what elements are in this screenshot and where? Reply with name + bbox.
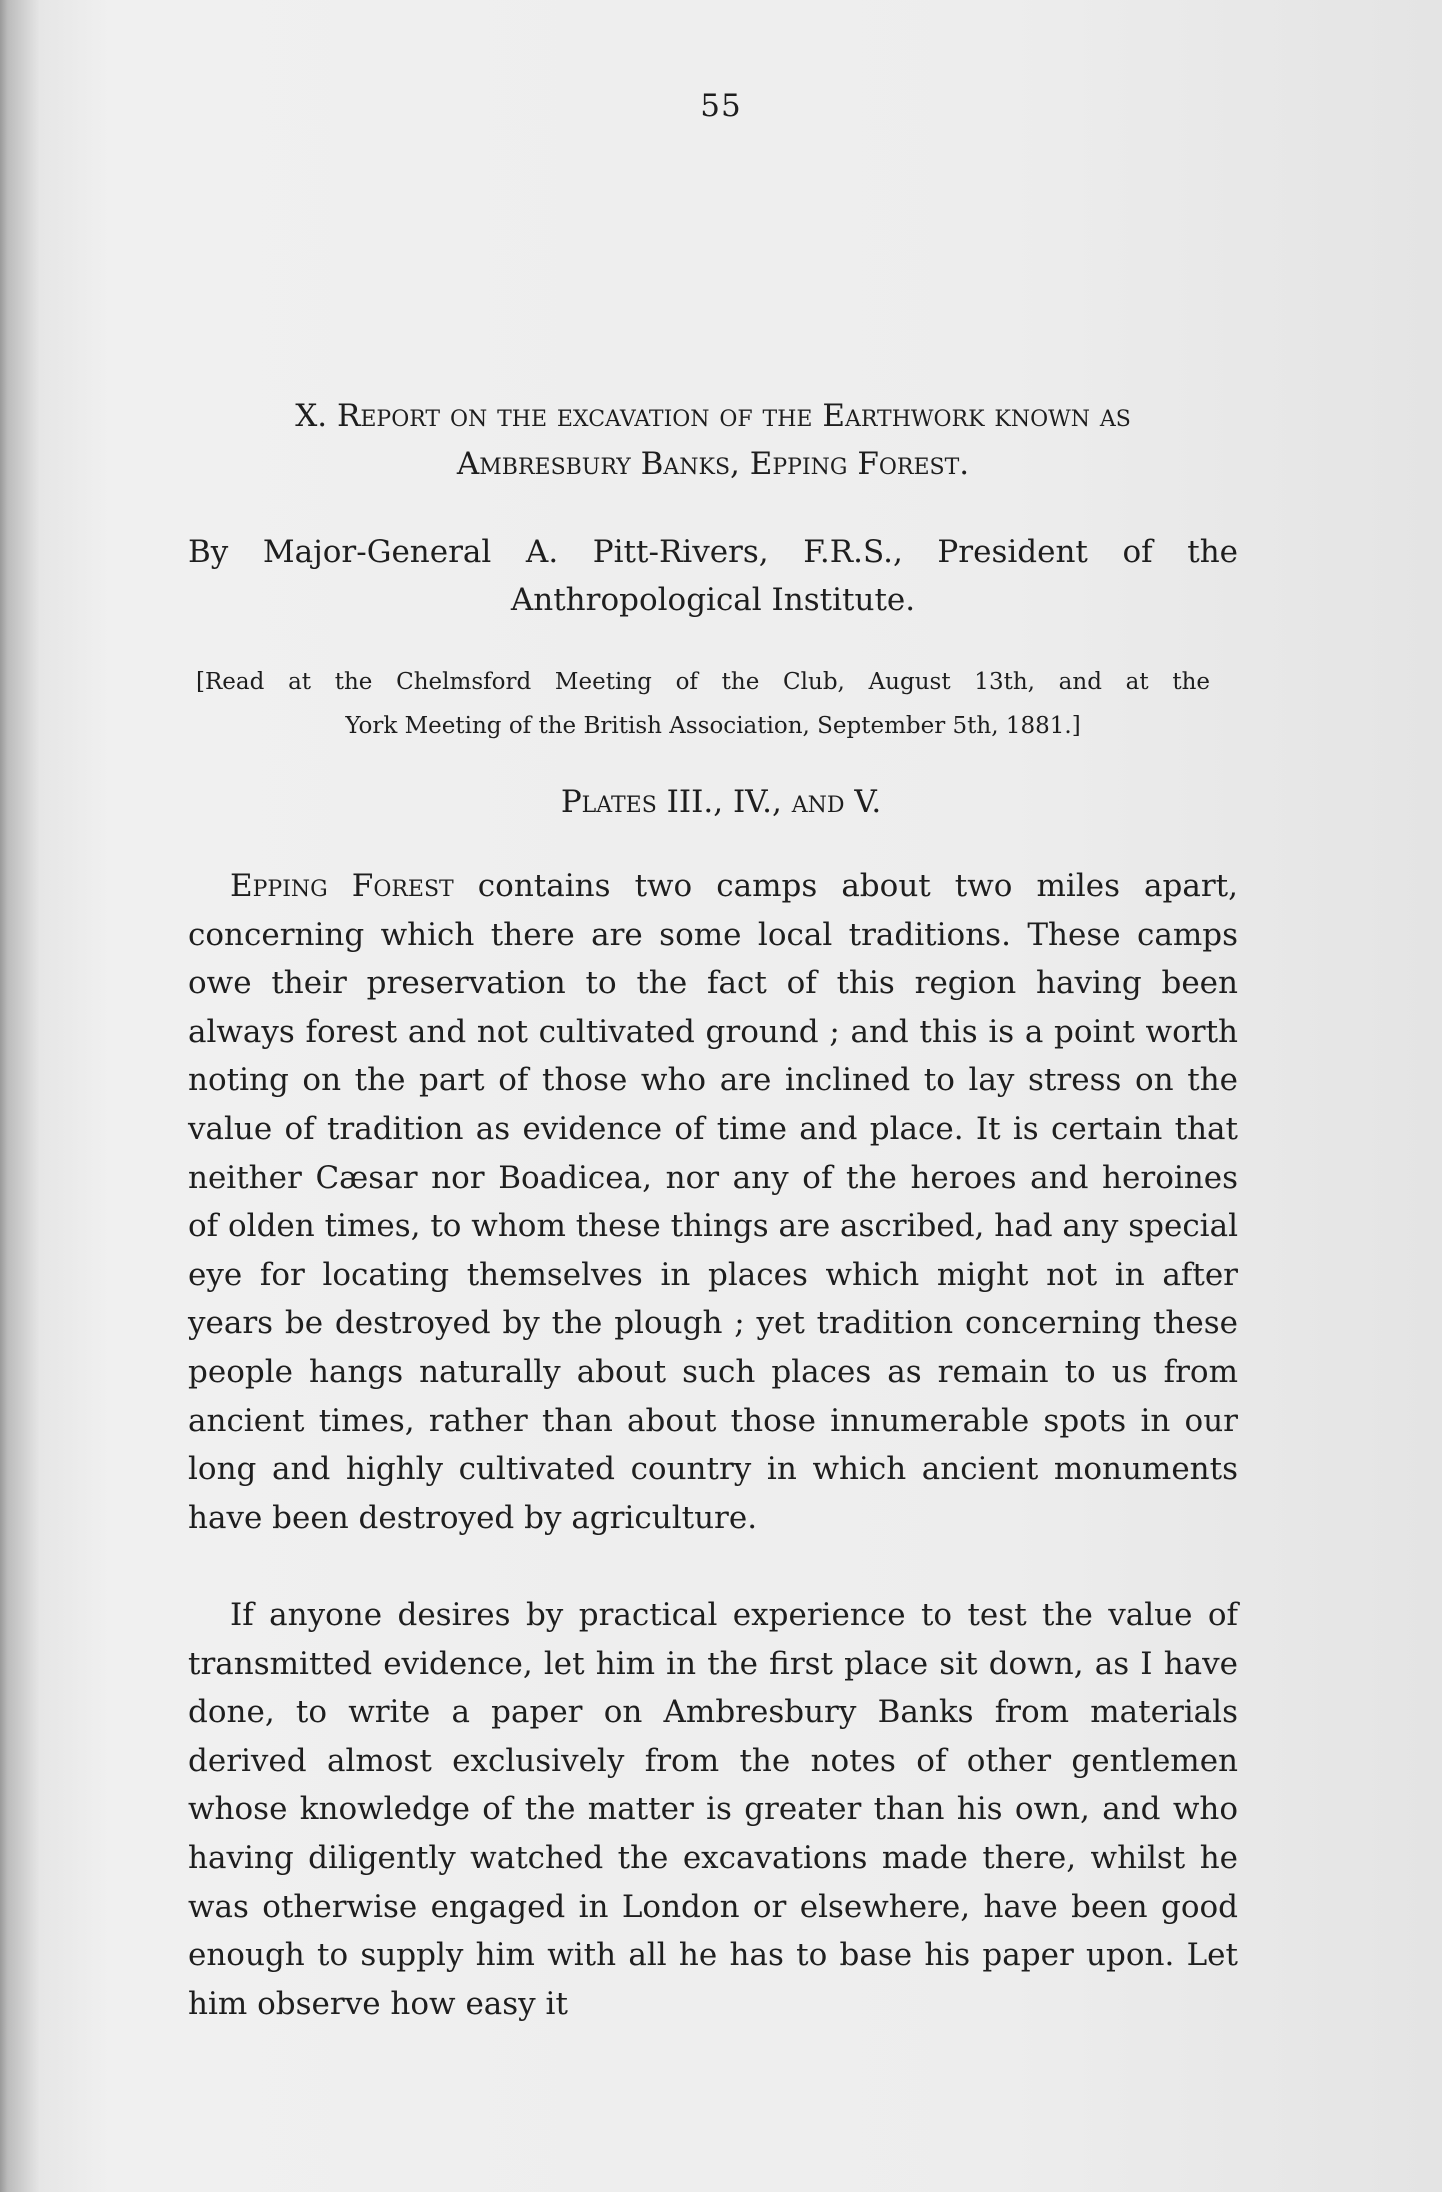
byline-line-1: By Major-General A. Pitt-Rivers, F.R.S., President of the xyxy=(188,534,1238,570)
paragraph-1-text: contains two camps about two miles apart, concerning which there are some local traditions. These camps owe their preservation to the fact of this region having been always forest and not cultivated ground ; and this is a point worth noting on the part of those who are inclined to lay stress on the value of tradition as evidence of time and place. It is certain that neither Cæsar nor Boadicea, nor any of the heroes and heroines of olden times, to whom these things are ascribed, had any special eye for locating themselves in places which might not in after years be destroyed by the plough ; yet tradition concerning these people hangs naturally about such places as remain to us from ancient times, rather than about those innumerable spots in our long and highly cultivated country in which ancient monuments have been destroyed by agriculture. xyxy=(188,868,1238,1536)
title-line-1: X. Report on the excavation of the Earthwork known as xyxy=(295,398,1131,434)
reading-note-line-1: [Read at the Chelmsford Meeting of the Club, August 13th, and at the xyxy=(196,669,1210,695)
paragraph-1-opener: Epping Forest xyxy=(230,868,454,904)
title-line-2: Ambresbury Banks, Epping Forest. xyxy=(456,446,970,482)
reading-note-line-2: York Meeting of the British Association, September 5th, 1881.] xyxy=(345,713,1081,739)
byline-line-2: Anthropological Institute. xyxy=(510,582,916,618)
plates-reference: Plates III., IV., and V. xyxy=(560,784,882,820)
paragraph-2: If anyone desires by practical experience to test the value of transmitted evidence, let him in the first place sit down, as I have done, to write a paper on Ambresbury Banks from materials derived almost exclusively from the notes of other gentlemen whose knowledge of the matter is greater than his own, and who having diligently watched the excavations made there, whilst he was otherwise engaged in London or elsewhere, have been good enough to supply him with all he has to base his paper upon. Let him observe how easy it xyxy=(188,1597,1238,2022)
paragraph-1 xyxy=(188,862,1238,1542)
page-number: 55 xyxy=(700,88,742,124)
